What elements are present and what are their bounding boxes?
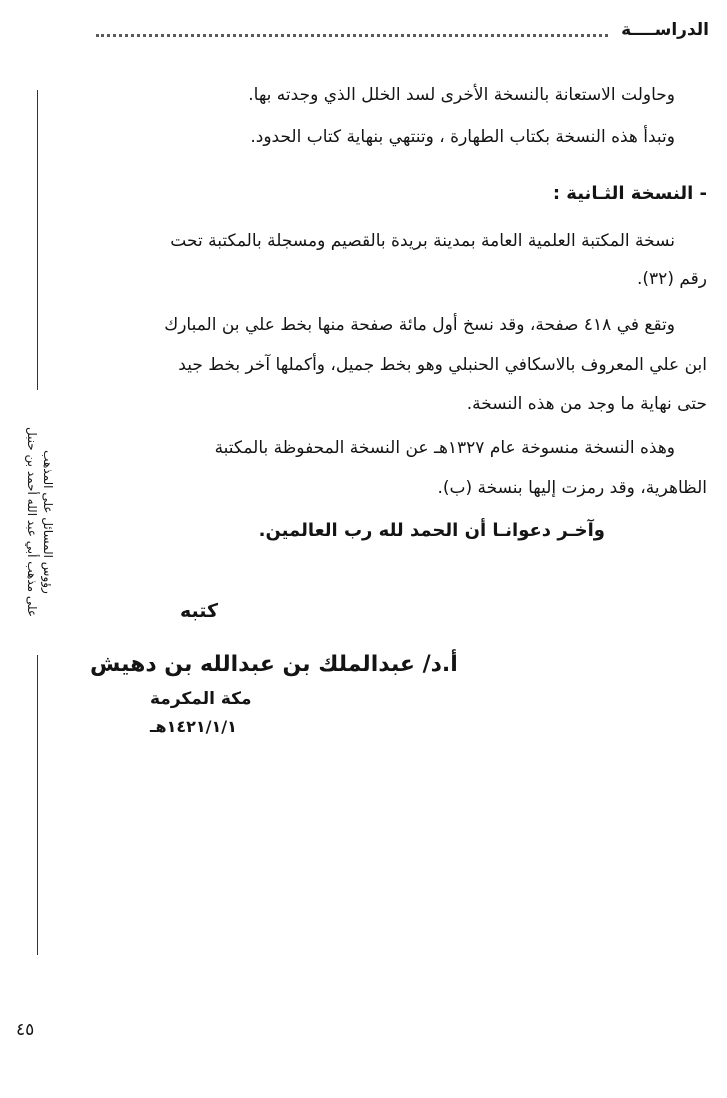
side-running-caption (24, 427, 56, 617)
side-caption-line-2: على مذهب أبي عبد الله أحمد بن حنبل (25, 426, 39, 618)
side-caption-line-1: رؤوس المسائل على المذهب (41, 450, 55, 594)
para1-line1: وحاولت الاستعانة بالنسخة الأخرى لسد الخلل الذي وجدته بها. (248, 85, 675, 105)
signature-author: أ.د/ عبدالملك بن عبدالله بن دهيش (90, 652, 458, 677)
para5-line2: الظاهرية، وقد رمزت إليها بنسخة (ب). (437, 478, 707, 498)
para3-line2: رقم (٣٢). (637, 269, 707, 289)
para4-line1: وتقع في ٤١٨ صفحة، وقد نسخ أول مائة صفحة منها بخط علي بن المبارك (164, 315, 675, 335)
para2-line1: وتبدأ هذه النسخة بكتاب الطهارة ، وتنتهي بنهاية كتاب الحدود. (250, 127, 675, 147)
signature-place: مكة المكرمة (150, 689, 252, 709)
signature-wrote-it: كتبه (180, 600, 219, 622)
header-dotted-rule (96, 34, 608, 37)
signature-date: ١٤٢١/١/١هـ (150, 717, 237, 736)
running-header-title: الدراســــة (621, 20, 709, 40)
closing-line: وآخـر دعوانـا أن الحمد لله رب العالمين. (258, 520, 605, 541)
para3-line1: نسخة المكتبة العلمية العامة بمدينة بريدة بالقصيم ومسجلة بالمكتبة تحت (170, 231, 675, 251)
para4-line2: ابن علي المعروف بالاسكافي الحنبلي وهو بخط جميل، وأكملها آخر بخط جيد (178, 355, 707, 375)
para5-line1: وهذه النسخة منسوخة عام ١٣٢٧هـ عن النسخة المحفوظة بالمكتبة (214, 438, 675, 458)
para4-line3: حتى نهاية ما وجد من هذه النسخة. (466, 394, 707, 414)
side-rule-bottom (37, 655, 38, 955)
heading-second-copy: - النسخة الثـانية : (552, 183, 707, 204)
side-rule-top (37, 90, 38, 390)
page-number: ٤٥ (16, 1020, 35, 1040)
